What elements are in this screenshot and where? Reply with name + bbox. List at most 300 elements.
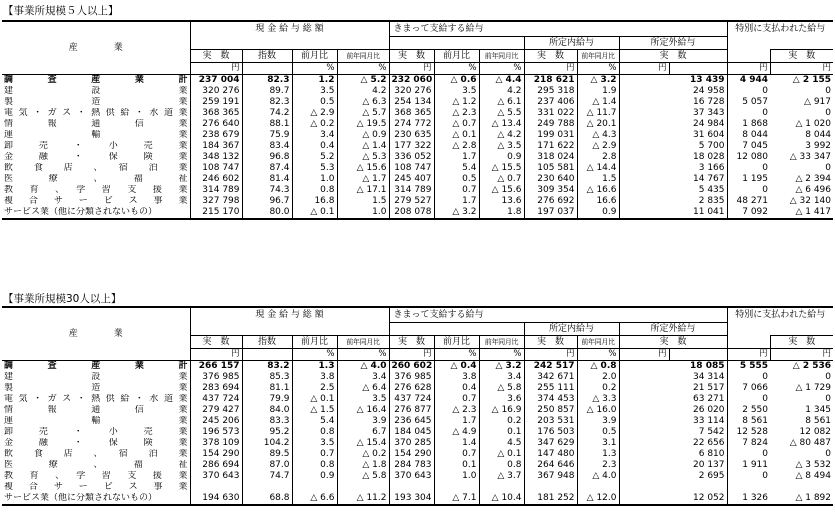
total-pay-value: 245 206 (190, 416, 242, 427)
index-value: 83.4 (242, 141, 292, 152)
special-diff-value: △ 33 347 (789, 152, 832, 162)
scheduled-yoy-value: △ 14.4 (577, 163, 619, 174)
regular-mom-value: 0.7 (434, 185, 479, 196)
mom-value: 0.7 (292, 449, 337, 460)
yoy-value: 1.5 (337, 196, 389, 207)
regular-yoy-value: △ 5.5 (479, 108, 524, 119)
industry-label: 医 療 、 福 祉 (4, 174, 188, 184)
scheduled-pay-value: 181 252 (524, 493, 577, 505)
special-diff-value: 12 082 (799, 427, 832, 437)
unit-label: 円 (619, 63, 669, 75)
special-pay-value: 7 045 (727, 141, 770, 152)
yoy-value: △ 15.4 (337, 438, 389, 449)
regular-yoy-value: △ 3.5 (479, 141, 524, 152)
regular-yoy-col: 前年同月比 (479, 336, 524, 349)
total-pay-value: 237 004 (190, 75, 242, 87)
regular-yoy-value: △ 4.4 (479, 75, 524, 87)
scheduled-pay-value: 295 318 (524, 86, 577, 97)
index-value: 87.4 (242, 163, 292, 174)
scheduled-pay-value: 249 788 (524, 119, 577, 130)
overtime-amount-col: 実 数 (619, 50, 727, 63)
total-pay-value: 184 367 (190, 141, 242, 152)
total-pay-header: 現 金 給 与 総 額 (190, 307, 389, 323)
overtime-pay-value: 24 984 (619, 119, 727, 130)
special-pay-header: 特別に支払われた給与 (727, 307, 833, 323)
scheduled-pay-value: 218 621 (524, 75, 577, 87)
overtime-pay-value: 22 656 (619, 438, 727, 449)
table-row (2, 405, 833, 416)
table-row (2, 361, 833, 373)
total-pay-value: 327 798 (190, 196, 242, 207)
yoy-value: △ 6.4 (337, 383, 389, 394)
scheduled-pay-value: 367 948 (524, 471, 577, 482)
regular-yoy-value (479, 482, 524, 493)
mom-value: 3.8 (292, 372, 337, 383)
index-value: 88.1 (242, 119, 292, 130)
regular-pay-value: 108 747 (389, 163, 434, 174)
industry-label: 複 合 サ ー ビ ス 事 業 (4, 482, 188, 492)
yoy-value: △ 1.4 (337, 141, 389, 152)
yoy-value: △ 0.9 (337, 130, 389, 141)
scheduled-pay-value: 250 857 (524, 405, 577, 416)
index-value: 87.0 (242, 460, 292, 471)
special-diff-value: 8 561 (805, 416, 832, 426)
special-amount-col: 実 数 (770, 50, 833, 63)
industry-label: 建 設 業 (4, 372, 188, 382)
regular-pay-value: 376 985 (389, 372, 434, 383)
mom-value: 0.8 (292, 460, 337, 471)
industry-label: 製 造 業 (4, 383, 188, 393)
total-pay-value: 378 109 (190, 438, 242, 449)
regular-mom-value: 5.4 (434, 163, 479, 174)
regular-yoy-value: 0.8 (479, 460, 524, 471)
mom-value: 0.5 (292, 97, 337, 108)
regular-mom-value: △ 0.6 (434, 75, 479, 87)
table-row (2, 482, 833, 493)
special-pay-value: 8 561 (727, 416, 770, 427)
overtime-pay-value: 33 114 (619, 416, 727, 427)
total-pay-value: 194 630 (190, 493, 242, 505)
total-pay-value: 108 747 (190, 163, 242, 174)
mom-value: 0.9 (292, 471, 337, 482)
unit-label: 円 (190, 349, 242, 361)
table-row (2, 185, 833, 196)
total-pay-value: 437 724 (190, 394, 242, 405)
scheduled-amount-col: 実 数 (524, 336, 577, 349)
scheduled-yoy-value: △ 3.2 (577, 75, 619, 87)
mom-value: 1.0 (292, 174, 337, 185)
scheduled-pay-value: 197 037 (524, 207, 577, 219)
yoy-value: △ 5.8 (337, 471, 389, 482)
special-pay-header: 特別に支払われた給与 (727, 21, 833, 37)
unit-label: % (337, 63, 389, 75)
index-value: 74.3 (242, 185, 292, 196)
scheduled-yoy-value: △ 11.7 (577, 108, 619, 119)
overtime-pay-value: 13 439 (619, 75, 727, 87)
scheduled-pay-value: 347 629 (524, 438, 577, 449)
unit-label: 円 (770, 63, 833, 75)
regular-pay-value (389, 482, 434, 493)
scheduled-amount-col: 実 数 (524, 50, 577, 63)
total-pay-value: 266 157 (190, 361, 242, 373)
mom-value: 1.2 (292, 75, 337, 87)
mom-value: △ 2.9 (292, 108, 337, 119)
regular-yoy-value: 0.1 (479, 427, 524, 438)
overtime-pay-value: 12 052 (619, 493, 727, 505)
index-value: 83.2 (242, 361, 292, 373)
special-pay-value: 0 (727, 86, 770, 97)
overtime-pay-value: 2 835 (619, 196, 727, 207)
index-value: 104.2 (242, 438, 292, 449)
special-pay-value: 48 271 (727, 196, 770, 207)
yoy-value: △ 11.2 (337, 493, 389, 505)
mom-value: △ 0.1 (292, 394, 337, 405)
unit-label: 円 (524, 63, 577, 75)
special-pay-value: 1 195 (727, 174, 770, 185)
mom-value: 5.3 (292, 163, 337, 174)
index-value: 68.8 (242, 493, 292, 505)
yoy-value: △ 4.0 (337, 361, 389, 373)
scheduled-yoy-value: △ 4.0 (577, 471, 619, 482)
table-row (2, 174, 833, 185)
yoy-value: 3.4 (337, 372, 389, 383)
special-diff-value: 0 (825, 108, 832, 118)
regular-yoy-value: △ 15.6 (479, 185, 524, 196)
special-pay-value: 12 528 (727, 427, 770, 438)
index-value: 75.9 (242, 130, 292, 141)
regular-pay-value: 320 276 (389, 86, 434, 97)
table-row (2, 196, 833, 207)
unit-label: % (434, 63, 479, 75)
unit-label: 円 (770, 349, 833, 361)
special-pay-value: 0 (727, 185, 770, 196)
special-pay-value: 1 911 (727, 460, 770, 471)
table-row (2, 108, 833, 119)
regular-pay-value: 368 365 (389, 108, 434, 119)
mom-value: 5.4 (292, 416, 337, 427)
scheduled-pay-value: 255 111 (524, 383, 577, 394)
industry-label: 複 合 サ ー ビ ス 事 業 (4, 196, 188, 206)
special-diff-value: △ 1 020 (795, 119, 832, 129)
index-value: 83.3 (242, 416, 292, 427)
unit-label: 円 (190, 63, 242, 75)
special-pay-value: 0 (727, 449, 770, 460)
industry-label: 教 育 、 学 習 支 援 業 (4, 185, 188, 195)
index-value: 79.9 (242, 394, 292, 405)
table-row (2, 119, 833, 130)
total-pay-value: 368 365 (190, 108, 242, 119)
regular-pay-value: 336 052 (389, 152, 434, 163)
scheduled-yoy-value: 1.5 (577, 174, 619, 185)
special-pay-value: 0 (727, 108, 770, 119)
regular-mom-value: 1.0 (434, 471, 479, 482)
overtime-pay-value: 5 700 (619, 141, 727, 152)
overtime-pay-value: 37 343 (619, 108, 727, 119)
overtime-pay-value: 26 020 (619, 405, 727, 416)
mom-value: 3.5 (292, 86, 337, 97)
table-row (2, 130, 833, 141)
yoy-value: △ 1.8 (337, 460, 389, 471)
scheduled-pay-value: 171 622 (524, 141, 577, 152)
table-row (2, 372, 833, 383)
mom-value: 3.4 (292, 130, 337, 141)
regular-amount-col: 実 数 (389, 336, 434, 349)
overtime-pay-header: 所定外給与 (619, 37, 727, 50)
scheduled-pay-value: 176 503 (524, 427, 577, 438)
scheduled-pay-value: 318 024 (524, 152, 577, 163)
regular-yoy-value: 0.2 (479, 416, 524, 427)
industry-label: 飲 食 店 、 宿 泊 業 (4, 449, 188, 459)
scheduled-yoy-value: △ 2.9 (577, 141, 619, 152)
table-row (2, 207, 833, 219)
scheduled-yoy-value: 0.9 (577, 207, 619, 219)
industry-label: 卸 売 ・ 小 売 業 (4, 141, 188, 151)
mom-value: 16.8 (292, 196, 337, 207)
yoy-value: △ 5.7 (337, 108, 389, 119)
total-amount-col: 実 数 (190, 50, 242, 63)
special-diff-value: △ 917 (804, 97, 832, 107)
regular-mom-value: △ 2.8 (434, 141, 479, 152)
regular-mom-value: △ 0.1 (434, 130, 479, 141)
special-pay-value: 7 824 (727, 438, 770, 449)
scheduled-yoy-value: △ 16.0 (577, 405, 619, 416)
total-pay-value: 283 694 (190, 383, 242, 394)
industry-header: 産 業 (2, 21, 190, 75)
overtime-pay-value: 6 810 (619, 449, 727, 460)
special-diff-value: △ 3 532 (795, 460, 832, 470)
regular-pay-value: 208 078 (389, 207, 434, 219)
regular-pay-value: 284 783 (389, 460, 434, 471)
scheduled-yoy-value: 0.5 (577, 427, 619, 438)
industry-label: 金 融 ・ 保 険 業 (4, 438, 188, 448)
unit-label: 円 (524, 349, 577, 361)
regular-pay-value: 314 789 (389, 185, 434, 196)
industry-label: 情 報 通 信 業 (4, 405, 188, 415)
table-row (2, 163, 833, 174)
scheduled-yoy-value: △ 1.4 (577, 97, 619, 108)
mom-value: △ 0.1 (292, 207, 337, 219)
total-pay-value: 376 985 (190, 372, 242, 383)
regular-yoy-value: △ 10.4 (479, 493, 524, 505)
scheduled-yoy-value: △ 3.3 (577, 394, 619, 405)
total-pay-value: 276 640 (190, 119, 242, 130)
scheduled-pay-value (524, 482, 577, 493)
industry-label: 製 造 業 (4, 97, 188, 107)
regular-pay-value: 230 635 (389, 130, 434, 141)
special-diff-value: △ 80 487 (789, 438, 832, 448)
unit-label: % (577, 63, 619, 75)
overtime-pay-value: 21 517 (619, 383, 727, 394)
regular-mom-value: △ 7.1 (434, 493, 479, 505)
special-pay-value: 12 080 (727, 152, 770, 163)
regular-pay-value: 276 628 (389, 383, 434, 394)
total-amount-col: 実 数 (190, 336, 242, 349)
index-value: 84.0 (242, 405, 292, 416)
table-row (2, 438, 833, 449)
special-pay-value: 5 057 (727, 97, 770, 108)
overtime-pay-value: 20 137 (619, 460, 727, 471)
index-value: 74.2 (242, 108, 292, 119)
industry-label: 飲 食 店 、 宿 泊 業 (4, 163, 188, 173)
scheduled-pay-value: 203 531 (524, 416, 577, 427)
regular-yoy-value: △ 13.4 (479, 119, 524, 130)
regular-mom-value: 0.5 (434, 174, 479, 185)
special-pay-value: 7 092 (727, 207, 770, 219)
index-value: 82.3 (242, 97, 292, 108)
yoy-value: 1.0 (337, 207, 389, 219)
regular-pay-value: 245 407 (389, 174, 434, 185)
industry-label: 電気・ガス・熱供給・水道業 (4, 108, 188, 118)
header-row-group (2, 21, 833, 37)
total-pay-value: 259 191 (190, 97, 242, 108)
total-pay-value: 348 132 (190, 152, 242, 163)
scheduled-yoy-value: △ 12.0 (577, 493, 619, 505)
overtime-pay-value: 18 028 (619, 152, 727, 163)
special-diff-value: 0 (825, 394, 832, 404)
scheduled-pay-value: 199 031 (524, 130, 577, 141)
regular-mom-value: 1.7 (434, 152, 479, 163)
regular-mom-value: 3.5 (434, 86, 479, 97)
special-diff-value (770, 482, 833, 493)
mom-value: 3.5 (292, 438, 337, 449)
regular-pay-value: 254 134 (389, 97, 434, 108)
industry-header: 産 業 (2, 307, 190, 361)
unit-label: % (434, 349, 479, 361)
total-pay-value: 314 789 (190, 185, 242, 196)
industry-label: 卸 売 ・ 小 売 業 (4, 427, 188, 437)
regular-yoy-value: △ 4.2 (479, 130, 524, 141)
special-diff-value: △ 1 729 (795, 383, 832, 393)
special-diff-value: △ 6 496 (795, 185, 832, 195)
industry-label: 運 輸 業 (4, 130, 188, 140)
index-value: 89.5 (242, 449, 292, 460)
regular-mom-value: 0.1 (434, 460, 479, 471)
regular-mom-value: △ 4.9 (434, 427, 479, 438)
regular-amount-col: 実 数 (389, 50, 434, 63)
scheduled-pay-value: 147 480 (524, 449, 577, 460)
scheduled-pay-value: 331 022 (524, 108, 577, 119)
regular-yoy-value: 0.9 (479, 152, 524, 163)
special-diff-value: △ 1 417 (770, 207, 833, 219)
regular-yoy-value: 1.8 (479, 207, 524, 219)
regular-mom-col: 前月比 (434, 336, 479, 349)
overtime-pay-value: 11 041 (619, 207, 727, 219)
index-value: 81.4 (242, 174, 292, 185)
special-amount-col: 実 数 (770, 336, 833, 349)
scheduled-pay-value: 105 581 (524, 163, 577, 174)
special-pay-value: 0 (727, 163, 770, 174)
special-diff-value: 8 044 (805, 130, 832, 140)
unit-label: 円 (389, 349, 434, 361)
industry-label: 調 査 産 業 計 (2, 75, 190, 87)
overtime-pay-value: 18 085 (619, 361, 727, 373)
regular-pay-value: 154 290 (389, 449, 434, 460)
table-row (2, 86, 833, 97)
section-title: 【事業所規模５人以上】 (3, 5, 119, 17)
scheduled-yoy-value: 3.9 (577, 416, 619, 427)
mom-value: △ 0.2 (292, 119, 337, 130)
scheduled-yoy-value: 2.3 (577, 460, 619, 471)
scheduled-pay-header: 所定内給与 (524, 323, 619, 336)
mom-value (292, 482, 337, 493)
unit-label: 円 (619, 349, 669, 361)
overtime-pay-value: 34 314 (619, 372, 727, 383)
industry-label: 調 査 産 業 計 (2, 361, 190, 373)
special-pay-value: 7 066 (727, 383, 770, 394)
scheduled-yoy-value: 1.3 (577, 449, 619, 460)
total-pay-value: 196 573 (190, 427, 242, 438)
index-value: 82.3 (242, 75, 292, 87)
overtime-pay-value: 14 767 (619, 174, 727, 185)
yoy-value: △ 19.5 (337, 119, 389, 130)
total-pay-value: 215 170 (190, 207, 242, 219)
overtime-pay-value: 16 728 (619, 97, 727, 108)
overtime-amount-col: 実 数 (619, 336, 727, 349)
table-row (2, 394, 833, 405)
regular-yoy-value: 13.6 (479, 196, 524, 207)
yoy-value: △ 17.1 (337, 185, 389, 196)
scheduled-yoy-value: 3.1 (577, 438, 619, 449)
yoy-value: 6.7 (337, 427, 389, 438)
regular-pay-value: 193 304 (389, 493, 434, 505)
index-value: 85.3 (242, 372, 292, 383)
industry-label: 運 輸 業 (4, 416, 188, 426)
regular-pay-value: 276 877 (389, 405, 434, 416)
special-diff-value: △ 1 892 (770, 493, 833, 505)
scheduled-pay-value: 237 406 (524, 97, 577, 108)
index-col: 指数 (242, 50, 292, 63)
overtime-pay-value: 5 435 (619, 185, 727, 196)
regular-yoy-value: △ 3.2 (479, 361, 524, 373)
regular-pay-value: 437 724 (389, 394, 434, 405)
scheduled-yoy-value: △ 20.1 (577, 119, 619, 130)
overtime-pay-value: 24 958 (619, 86, 727, 97)
regular-mom-value: △ 3.2 (434, 207, 479, 219)
mom-value: 2.5 (292, 383, 337, 394)
regular-pay-value: 274 772 (389, 119, 434, 130)
yoy-value: △ 16.4 (337, 405, 389, 416)
mom-value: △ 1.5 (292, 405, 337, 416)
regular-yoy-value: 3.4 (479, 372, 524, 383)
index-value: 96.8 (242, 152, 292, 163)
scheduled-pay-value: 342 671 (524, 372, 577, 383)
regular-yoy-value: △ 16.9 (479, 405, 524, 416)
regular-pay-value: 370 285 (389, 438, 434, 449)
total-pay-value (190, 482, 242, 493)
scheduled-yoy-value: 0.2 (577, 383, 619, 394)
industry-label: 電気・ガス・熱供給・水道業 (4, 394, 188, 404)
regular-mom-value: △ 0.4 (434, 361, 479, 373)
yoy-value: △ 0.2 (337, 449, 389, 460)
index-value: 81.1 (242, 383, 292, 394)
scheduled-yoy-value (577, 482, 619, 493)
overtime-pay-value: 7 542 (619, 427, 727, 438)
scheduled-yoy-value: 16.6 (577, 196, 619, 207)
regular-pay-value: 184 045 (389, 427, 434, 438)
special-pay-value: 1 868 (727, 119, 770, 130)
table-row (2, 141, 833, 152)
special-diff-value: △ 8 494 (795, 471, 832, 481)
regular-mom-value: △ 0.7 (434, 119, 479, 130)
table-row (2, 97, 833, 108)
scheduled-yoy-value: △ 0.8 (577, 361, 619, 373)
regular-yoy-value: △ 15.5 (479, 163, 524, 174)
scheduled-pay-value: 242 517 (524, 361, 577, 373)
special-diff-value: △ 2 155 (770, 75, 833, 87)
special-diff-value: △ 2 394 (795, 174, 832, 184)
regular-yoy-value: △ 5.8 (479, 383, 524, 394)
yoy-col: 前年同月比 (337, 336, 389, 349)
